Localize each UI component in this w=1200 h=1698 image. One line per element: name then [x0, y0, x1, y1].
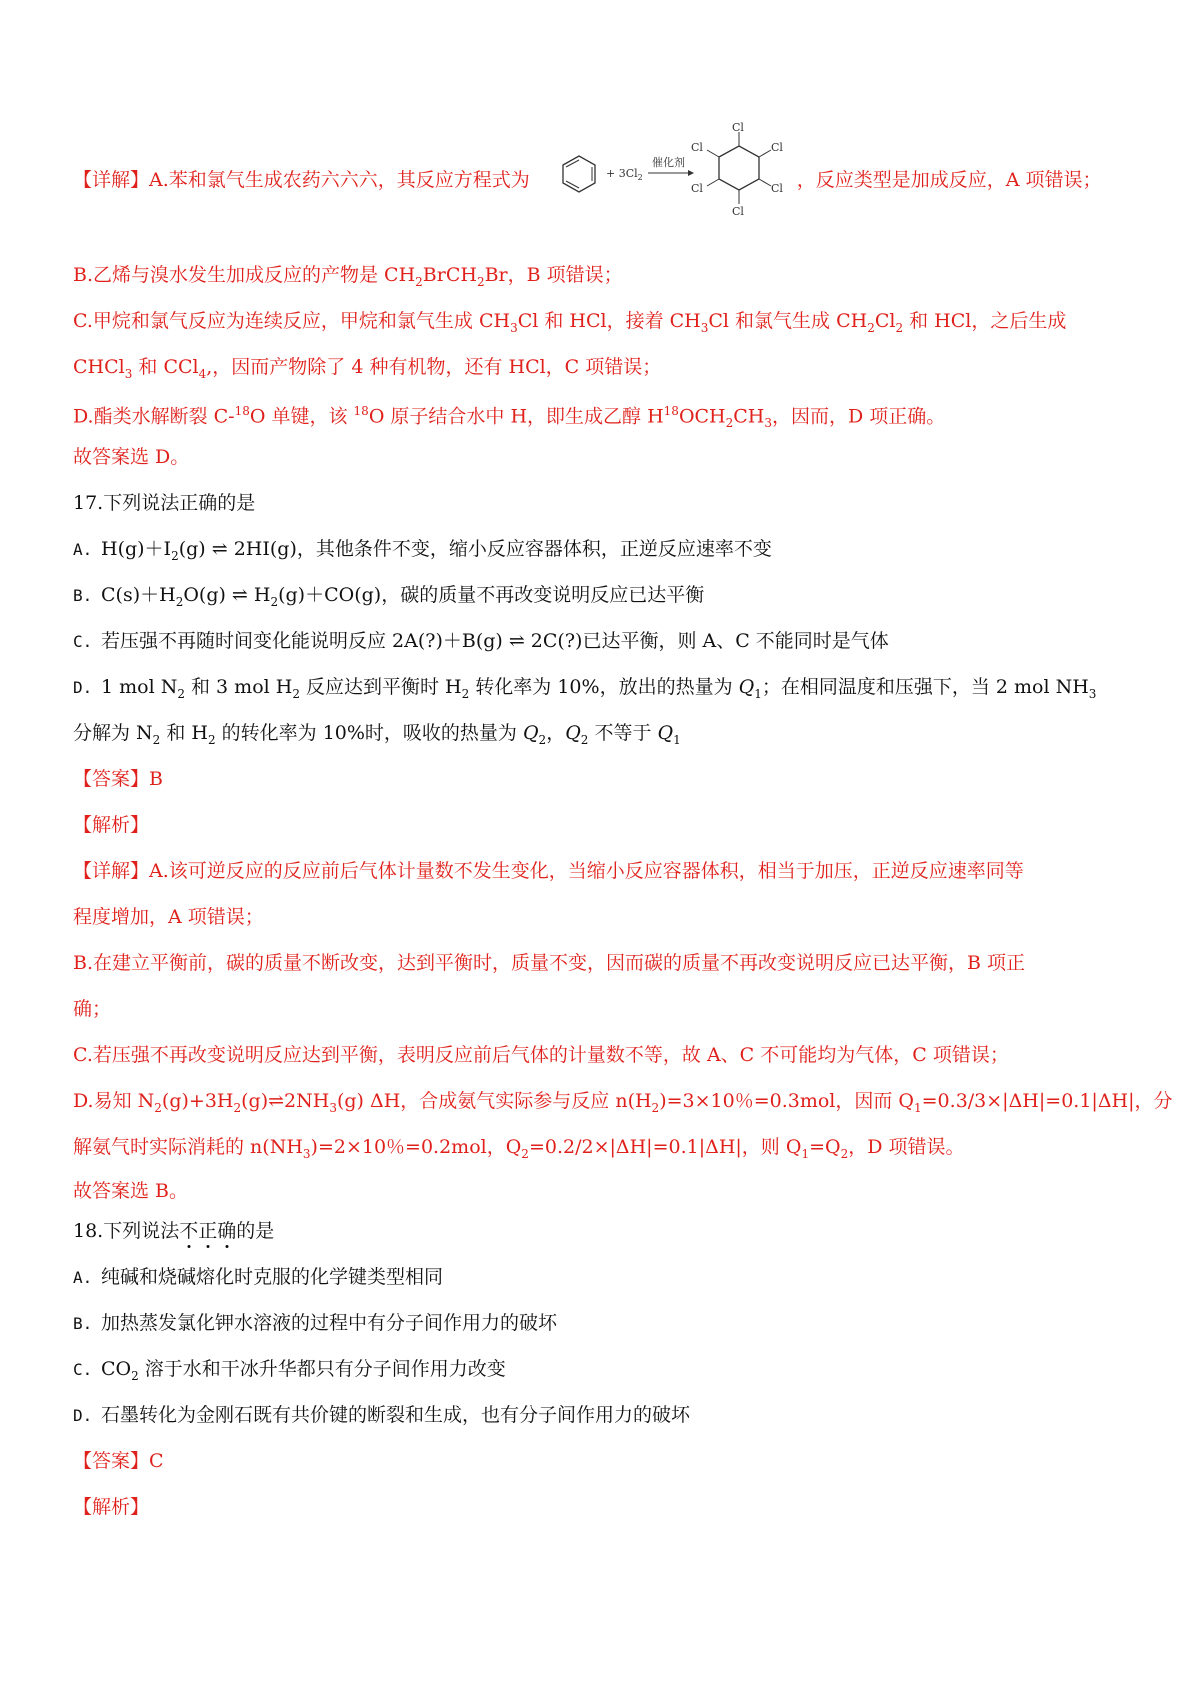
q17-option-b: B. $C(s)+H_2O(g)$ ⇌ $H_2(g)+CO(g)$，碳的质量不再改变说明反应已达平衡 — [73, 584, 705, 609]
q17-detail-d-line1: D.易知 $N_2(g)+3H_2(g)\rightleftharpoons 2NH_3(g)$ ΔH，合成氨气实际参与反应 $n(H_2)=3\times 10$％=0.3mol，因而 $Q_1=0.3/3\times|\Delta H|=0.1|\Delta H|$，分 — [73, 1090, 1173, 1115]
q18-option-b: B. 加热蒸发氯化钾水溶液的过程中有分子间作用力的破坏 — [73, 1312, 558, 1334]
q17-option-d-line1: D. 1 mol $N_2$ 和 3 mol $H_2$ 反应达到平衡时 $H_2$ 转化率为 10%，放出的热量为 $Q_1$；在相同温度和压强下，当 2 mol $NH_3$ — [73, 676, 1097, 701]
q17-option-c: C. 若压强不再随时间变化能说明反应 2A(?)＋B(g) ⇌ 2C(?)已达平衡，则 A、C 不能同时是气体 — [73, 630, 889, 652]
q16-detail-c-line1: C.甲烷和氯气反应为连续反应，甲烷和氯气生成 $CH_3Cl$ 和 HCl，接着 $CH_3Cl$ 和氯气生成 $CH_2Cl_2$ 和 HCl，之后生成 — [73, 310, 1067, 335]
svg-text:Cl: Cl — [731, 205, 744, 218]
q17-final-answer: 故答案选 B。 — [73, 1180, 189, 1202]
svg-text:Cl: Cl — [770, 182, 783, 195]
q18-option-a: A. 纯碱和烧碱熔化时克服的化学键类型相同 — [73, 1266, 444, 1288]
q17-detail-b-line2: 确； — [73, 998, 112, 1020]
q16-detail-d: D.酯类水解断裂 C-$^{18}$O 单键，该 $^{18}$O 原子结合水中 H，即生成乙醇 $H^{18}OCH_2CH_3$，因而，D 项正确。 — [73, 404, 946, 431]
q18-option-d: D. 石墨转化为金刚石既有共价键的断裂和生成，也有分子间作用力的破坏 — [73, 1404, 691, 1426]
hexachlorocyclohexane-ring — [719, 146, 759, 190]
q16-detail-c-line2: CHCl$_3$ 和 CCl$_4$,，因而产物除了 4 种有机物，还有 HCl，C 项错误； — [73, 356, 662, 381]
q17-detail-d-line2: 解氨气时实际消耗的 $n(NH_3)=2\times 10$％=0.2mol，$Q_2=0.2/2\times|\Delta H|=0.1|\Delta H|$，则 $Q_1=Q_2$，D 项错误。 — [73, 1136, 965, 1161]
q17-detail-b-line1: B.在建立平衡前，碳的质量不断改变，达到平衡时，质量不变，因而碳的质量不再改变说明反应已达平衡，B 项正 — [73, 952, 1026, 974]
q16-detail-a: 【详解】A.苯和氯气生成农药六六六，其反应方程式为 + $3Cl_2$ 催化剂 Cl Cl Cl Cl Cl Cl ，反应类型是加成反应，A 项错误； — [73, 120, 1140, 240]
benzene-chlorination-equation — [536, 121, 791, 241]
q18-analysis-heading: 【解析】 — [73, 1496, 150, 1518]
catalyst-label: 催化剂 — [651, 156, 685, 169]
q17-analysis-heading: 【解析】 — [73, 814, 150, 836]
q17-detail-a-line1: 【详解】A.该可逆反应的反应前后气体计量数不发生变化，当缩小反应容器体积，相当于加压，正逆反应速率同等 — [73, 860, 1024, 882]
svg-text:Cl: Cl — [770, 141, 783, 154]
q17-stem: 17.下列说法正确的是 — [73, 492, 256, 514]
svg-text:Cl: Cl — [690, 182, 703, 195]
q17-detail-c: C.若压强不再改变说明反应达到平衡，表明反应前后气体的计量数不等，故 A、C 不可能均为气体，C 项错误； — [73, 1044, 1009, 1066]
q16-final-answer: 故答案选 D。 — [73, 446, 190, 468]
q18-option-c: C. $CO_2$ 溶于水和干冰升华都只有分子间作用力改变 — [73, 1358, 506, 1383]
svg-text:Cl: Cl — [731, 121, 744, 134]
q17-detail-a-line2: 程度增加，A 项错误； — [73, 906, 264, 928]
q16-detail-b: B.乙烯与溴水发生加成反应的产物是 $CH_2BrCH_2Br$，B 项错误； — [73, 264, 623, 289]
reagent-text: + $3Cl_2$ — [605, 167, 643, 182]
q17-option-a: A. $H(g)+I_2(g)$ ⇌ 2HI(g)，其他条件不变，缩小反应容器体积，正逆反应速率不变 — [73, 538, 772, 563]
q17-answer: 【答案】B — [73, 768, 163, 790]
q18-answer: 【答案】C — [73, 1450, 164, 1472]
q18-stem: 18.下列说法不正确的是 — [73, 1220, 275, 1242]
svg-text:Cl: Cl — [690, 141, 703, 154]
benzene-ring — [563, 156, 595, 192]
q17-option-d-line2: 分解为 $N_2$ 和 $H_2$ 的转化率为 10%时，吸收的热量为 $Q_2$，$Q_2$ 不等于 $Q_1$ — [73, 722, 681, 747]
